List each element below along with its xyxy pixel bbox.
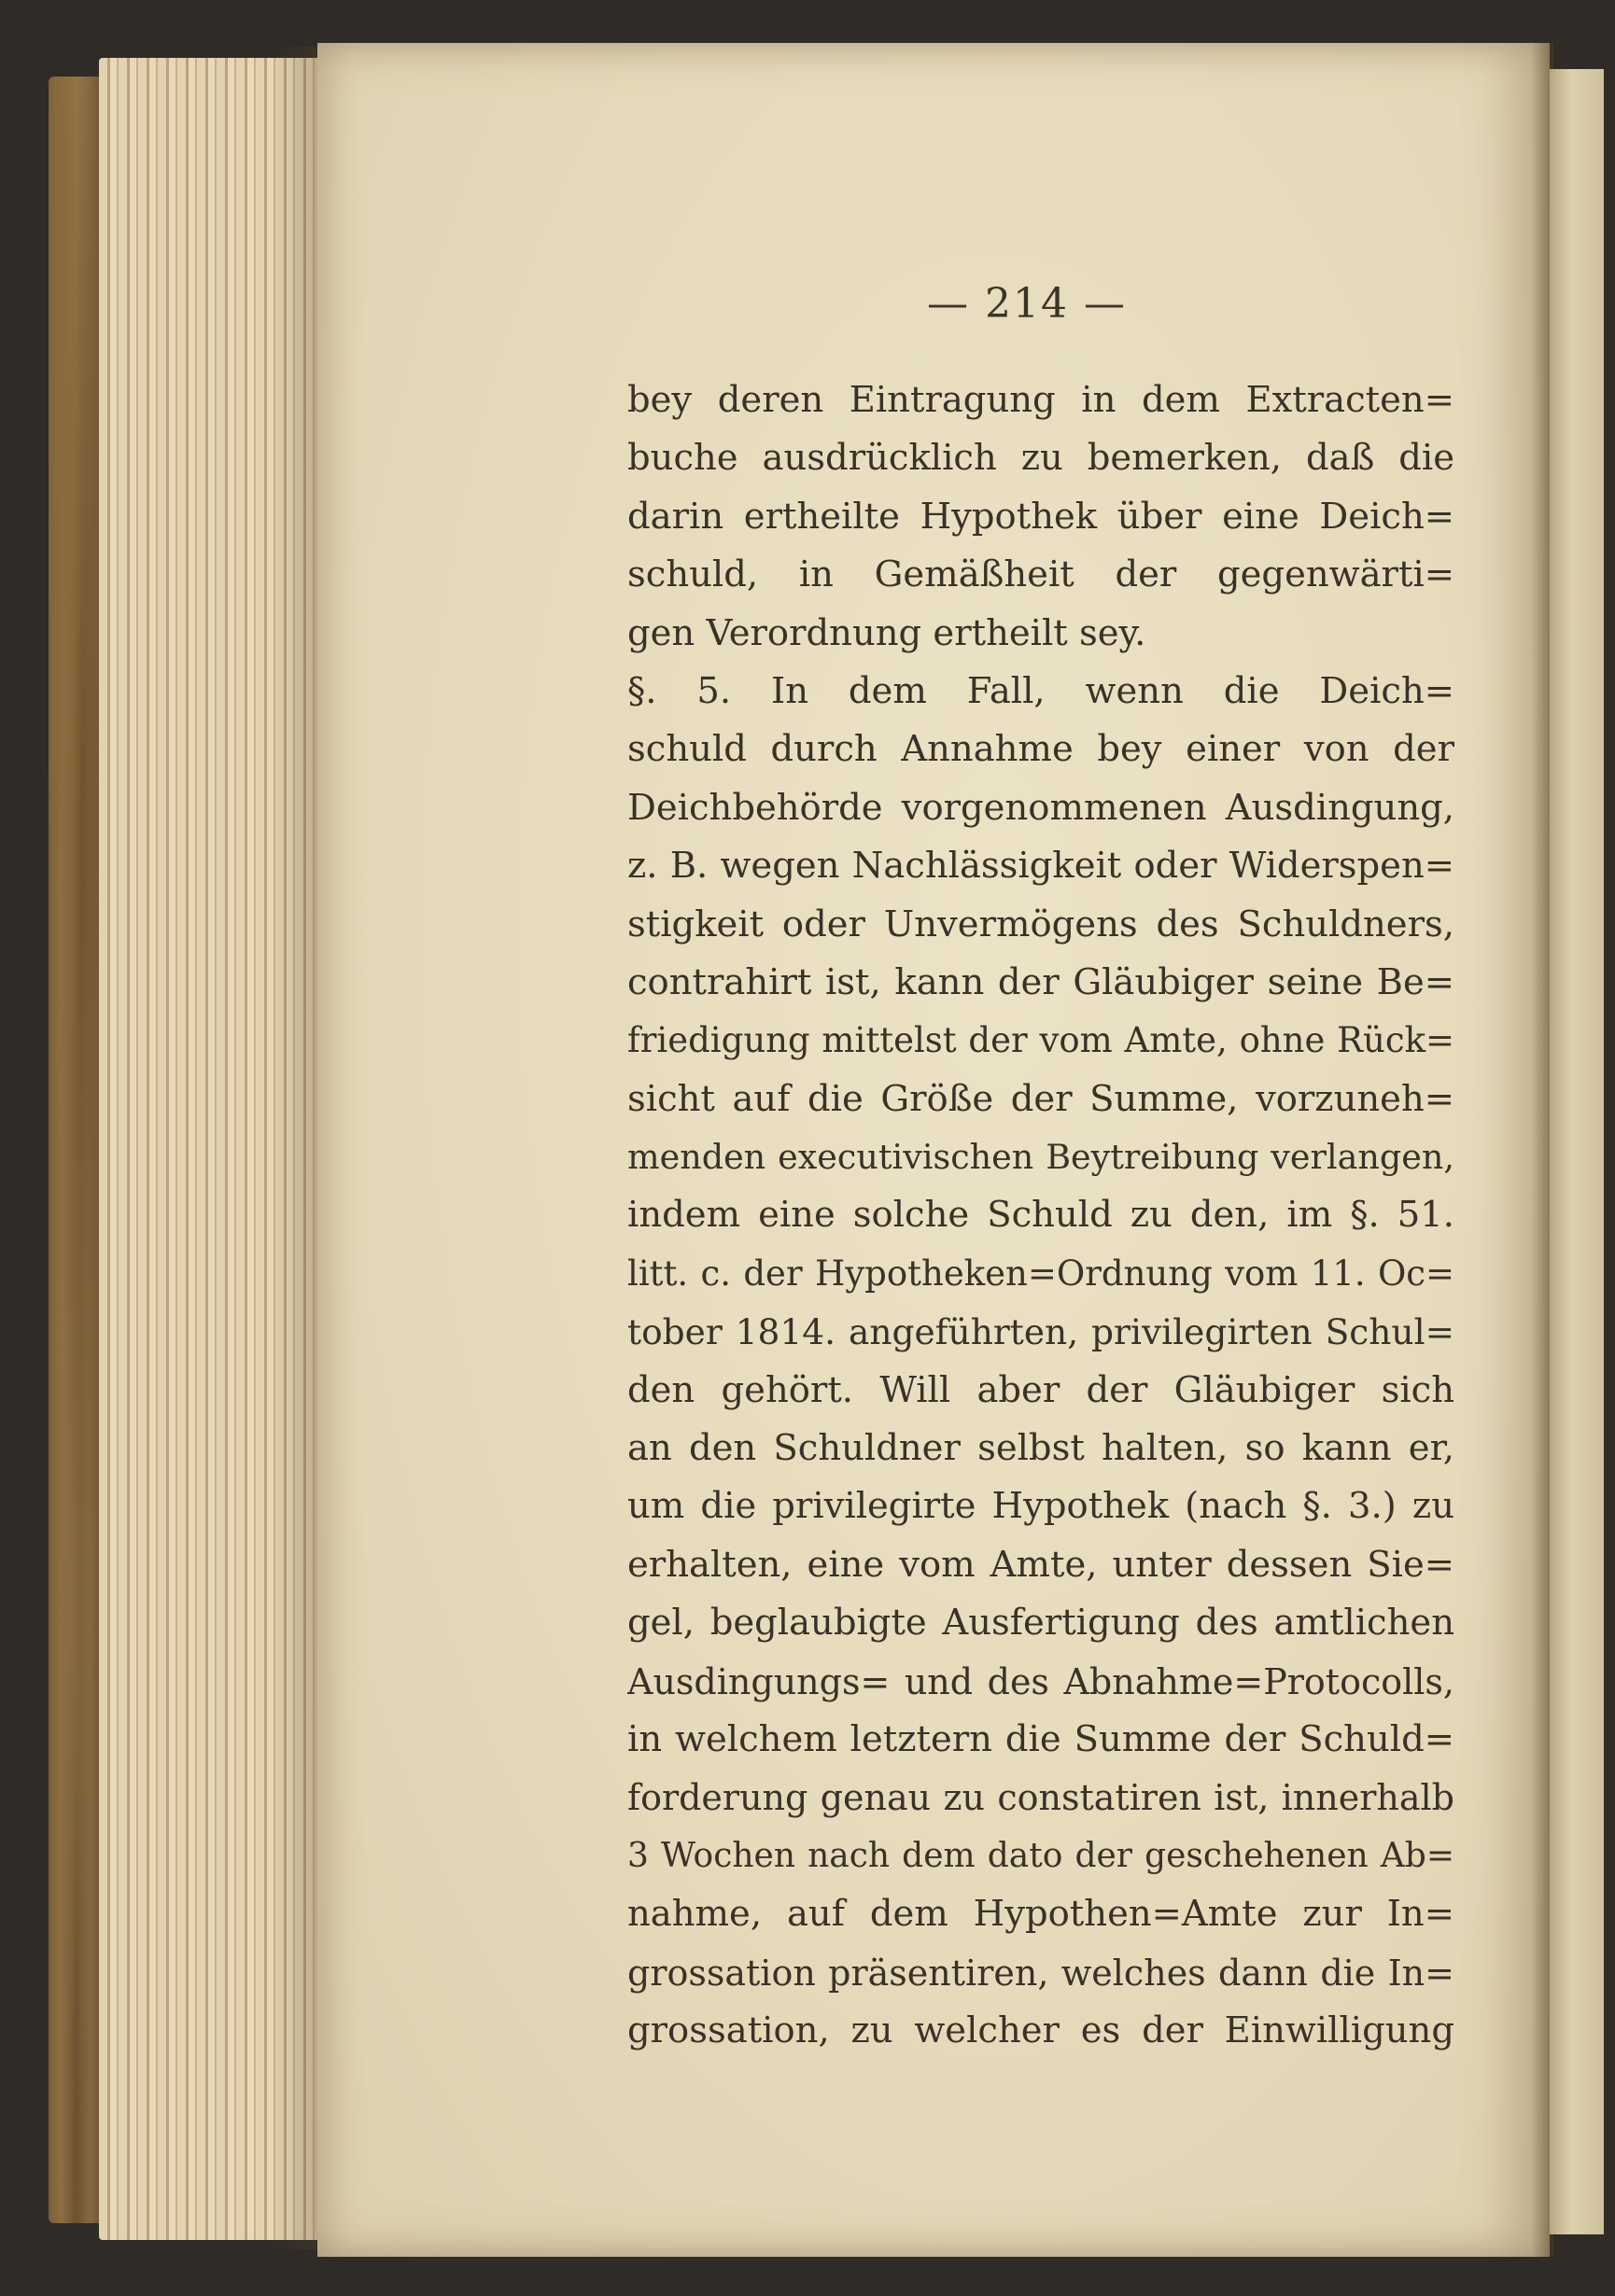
text-line: darin ertheilte Hypothek über eine Deich= — [627, 495, 1454, 538]
page-number: — 214 — — [927, 280, 1127, 328]
text-line: contrahirt ist, kann der Gläubiger seine Be= — [627, 960, 1454, 1003]
text-line: grossation präsentiren, welches dann die In= — [627, 1952, 1454, 1994]
text-line: litt. c. der Hypotheken=Ordnung vom 11. Oc= — [627, 1253, 1454, 1294]
text-line: Ausdingungs= und des Abnahme=Protocolls, — [627, 1660, 1454, 1702]
text-line: §. 5. In dem Fall, wenn die Deich= — [627, 669, 1454, 712]
page-header — [317, 280, 1550, 328]
text-line: buche ausdrücklich zu bemerken, daß die — [627, 437, 1454, 480]
text-line: indem eine solche Schuld zu den, im §. 51. — [627, 1194, 1454, 1237]
text-line: tober 1814. angeführten, privilegirten Schul= — [627, 1311, 1454, 1353]
text-line: erhalten, eine vom Amte, unter dessen Sie= — [627, 1543, 1454, 1586]
text-line: sicht auf die Größe der Summe, vorzuneh= — [627, 1077, 1454, 1120]
text-line: schuld durch Annahme bey einer von der — [627, 728, 1454, 771]
text-line: um die privilegirte Hypothek (nach §. 3.) zu — [627, 1485, 1454, 1528]
marbled-cover-board — [49, 77, 103, 2223]
text-line: forderung genau zu constatiren ist, innerhalb — [627, 1777, 1454, 1819]
text-line: Deichbehörde vorgenommenen Ausdingung, — [627, 786, 1454, 829]
text-line: bey deren Eintragung in dem Extracten= — [627, 379, 1454, 421]
text-line: z. B. wegen Nachlässigkeit oder Widerspen= — [627, 845, 1454, 888]
text-line: gen Verordnung ertheilt sey. — [627, 611, 1146, 654]
text-line: nahme, auf dem Hypothen=Amte zur In= — [627, 1893, 1454, 1936]
text-line: den gehört. Will aber der Gläubiger sich — [627, 1368, 1454, 1411]
text-line: schuld, in Gemäßheit der gegenwärti= — [627, 553, 1454, 596]
text-line: an den Schuldner selbst halten, so kann er, — [627, 1427, 1454, 1470]
facing-page-edge — [1550, 69, 1604, 2234]
text-line: menden executivischen Beytreibung verlangen, — [627, 1137, 1454, 1178]
text-line: in welchem letztern die Summe der Schuld= — [627, 1717, 1454, 1760]
text-line: stigkeit oder Unvermögens des Schuldners, — [627, 903, 1454, 945]
text-line: friedigung mittelst der vom Amte, ohne Rück= — [627, 1020, 1454, 1061]
text-line: grossation, zu welcher es der Einwilligung — [627, 2009, 1454, 2051]
text-line: gel, beglaubigte Ausfertigung des amtlichen — [627, 1602, 1454, 1645]
text-line: 3 Wochen nach dem dato der geschehenen Ab= — [627, 1836, 1454, 1875]
body-text — [627, 371, 1454, 2060]
